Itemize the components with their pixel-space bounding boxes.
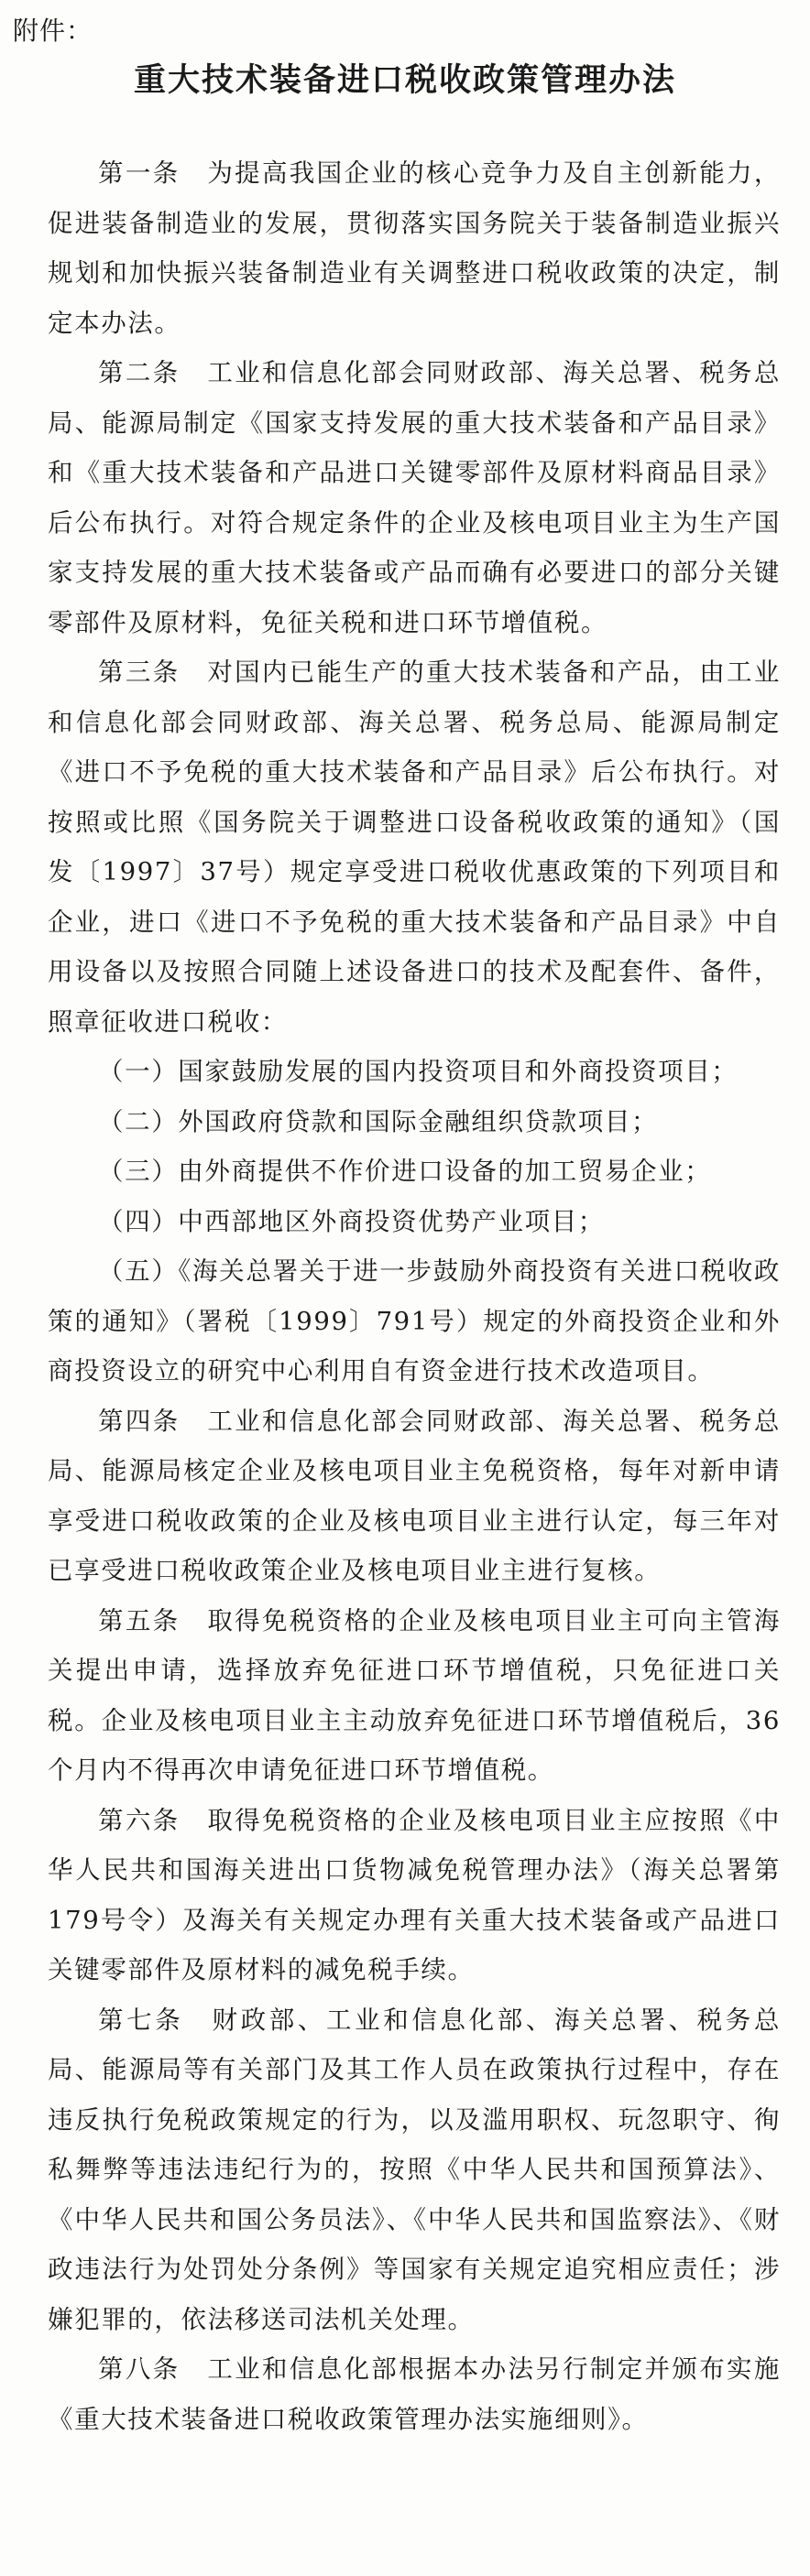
article-number: 第六条 bbox=[98, 1805, 181, 1835]
article-number: 第三条 bbox=[98, 658, 181, 687]
article-number: 第七条 bbox=[98, 2005, 184, 2035]
article-number: 第四条 bbox=[98, 1406, 181, 1436]
article-6 bbox=[48, 1796, 781, 1995]
article-3-item-4: （四）中西部地区外商投资优势产业项目； bbox=[98, 1206, 605, 1236]
article-text: 取得免税资格的企业及核电项目业主可向主管海关提出申请，选择放弃免征进口环节增值税，只免征进口关税。企业及核电项目业主主动放弃免征进口环节增值税后，36个月内不得再次申请免征进口环节增值税。 bbox=[48, 1605, 781, 1785]
article-text: 财政部、工业和信息化部、海关总署、税务总局、能源局等有关部门及其工作人员在政策执行过程中，存在违反执行免税政策规定的行为，以及滥用职权、玩忽职守、徇私舞弊等违法违纪行为的，按照《中华人民共和国预算法》、《中华人民共和国公务员法》、《中华人民共和国监察法》、《财政违法行为处罚处分条例》等国家有关规定追究相应责任；涉嫌犯罪的，依法移送司法机关处理。 bbox=[48, 2005, 782, 2334]
article-3-item-2: （二）外国政府贷款和国际金融组织贷款项目； bbox=[98, 1106, 659, 1136]
document-body bbox=[48, 148, 781, 2444]
article-number: 第八条 bbox=[98, 2354, 181, 2384]
document-title: 重大技术装备进口税收政策管理办法 bbox=[133, 62, 676, 99]
article-8 bbox=[48, 2344, 781, 2444]
article-text: 工业和信息化部会同财政部、海关总署、税务总局、能源局核定企业及核电项目业主免税资格，每年对新申请享受进口税收政策的企业及核电项目业主进行认定，每三年对已享受进口税收政策企业及核电项目业主进行复核。 bbox=[48, 1406, 781, 1585]
article-3 bbox=[48, 647, 781, 1047]
article-number: 第二条 bbox=[98, 358, 181, 387]
article-3-item-1: （一）国家鼓励发展的国内投资项目和外商投资项目； bbox=[98, 1057, 739, 1086]
article-7 bbox=[48, 1995, 781, 2345]
article-1 bbox=[48, 148, 781, 348]
article-text: 工业和信息化部会同财政部、海关总署、税务总局、能源局制定《国家支持发展的重大技术装备和产品目录》和《重大技术装备和产品进口关键零部件及原材料商品目录》后公布执行。对符合规定条件的企业及核电项目业主为生产国家支持发展的重大技术装备或产品而确有必要进口的部分关键零部件及原材料，免征关税和进口环节增值税。 bbox=[48, 358, 781, 637]
attachment-label: 附件： bbox=[13, 16, 93, 46]
article-number: 第一条 bbox=[98, 158, 181, 188]
article-5 bbox=[48, 1596, 781, 1796]
article-text: 为提高我国企业的核心竞争力及自主创新能力，促进装备制造业的发展，贯彻落实国务院关于装备制造业振兴规划和加快振兴装备制造业有关调整进口税收政策的决定，制定本办法。 bbox=[48, 158, 781, 338]
article-number: 第五条 bbox=[98, 1605, 181, 1636]
article-2 bbox=[48, 348, 781, 647]
article-text: 对国内已能生产的重大技术装备和产品，由工业和信息化部会同财政部、海关总署、税务总局、能源局制定《进口不予免税的重大技术装备和产品目录》后公布执行。对按照或比照《国务院关于调整进口设备税收政策的通知》（国发〔1997〕37号）规定享受进口税收优惠政策的下列项目和企业，进口《进口不予免税的重大技术装备和产品目录》中自用设备以及按照合同随上述设备进口的技术及配套件、备件，照章征收进口税收： bbox=[48, 658, 781, 1037]
article-3-item-5: （五）《海关总署关于进一步鼓励外商投资有关进口税收政策的通知》（署税〔1999〕791号）规定的外商投资企业和外商投资设立的研究中心利用自有资金进行技术改造项目。 bbox=[48, 1256, 781, 1386]
article-text: 取得免税资格的企业及核电项目业主应按照《中华人民共和国海关进出口货物减免税管理办法》（海关总署第179号令）及海关有关规定办理有关重大技术装备或产品进口关键零部件及原材料的减免税手续。 bbox=[48, 1805, 781, 1984]
article-3-item-3: （三）由外商提供不作价进口设备的加工贸易企业； bbox=[98, 1157, 712, 1186]
article-text: 工业和信息化部根据本办法另行制定并颁布实施《重大技术装备进口税收政策管理办法实施细则》。 bbox=[48, 2354, 781, 2434]
article-4 bbox=[48, 1397, 781, 1596]
